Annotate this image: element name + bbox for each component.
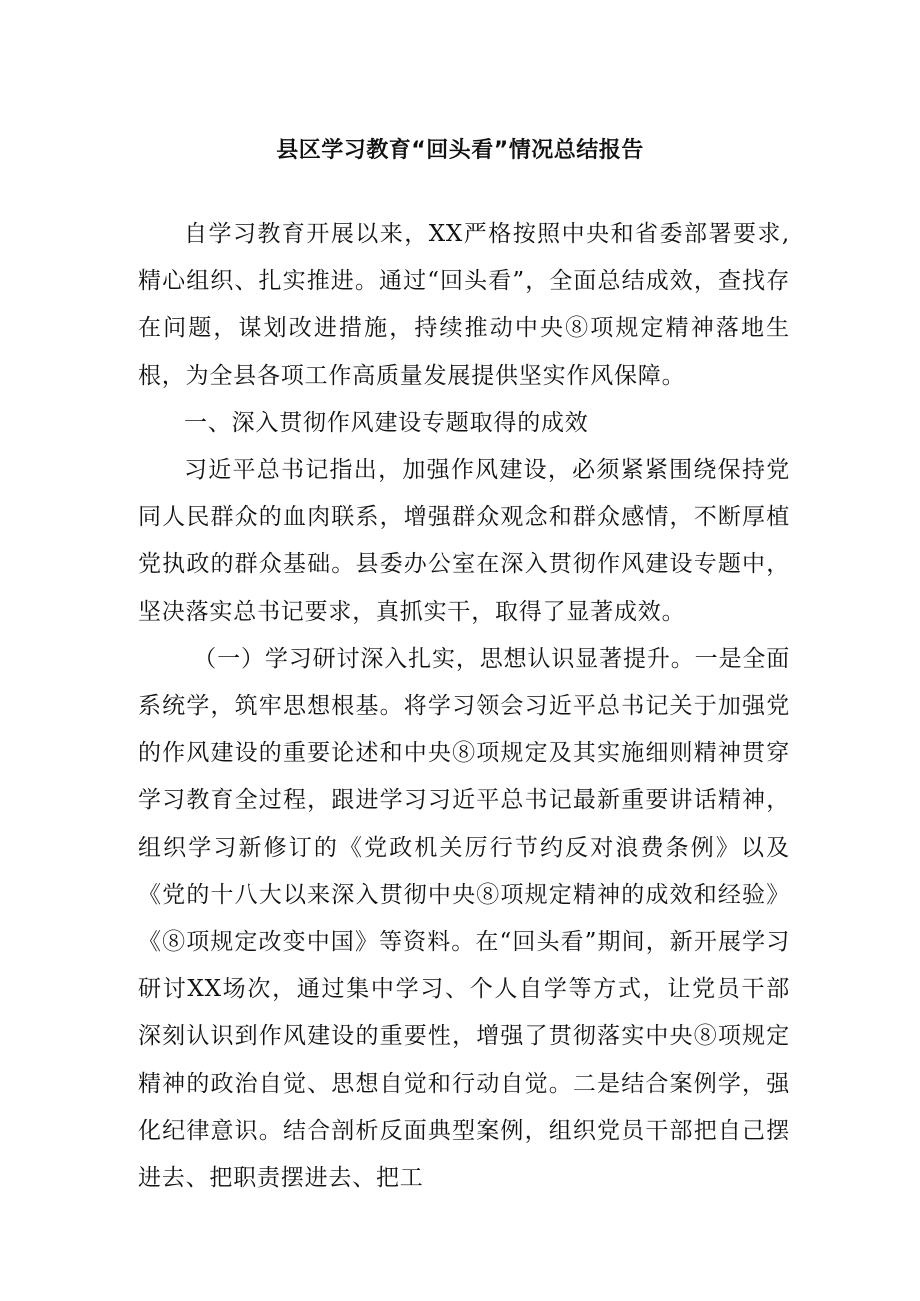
- intro-paragraph: 自学习教育开展以来，XX严格按照中央和省委部署要求,精心组织、扎实推进。通过“回头看”，全面总结成效，查找存在问题，谋划改进措施，持续推动中央⑧项规定精神落地生根，为全县各项工作高质量发展提供坚实作风保障。: [138, 221, 790, 389]
- subsection-paragraph: （一）学习研讨深入扎实，思想认识显著提升。一是全面系统学，筑牢思想根基。将学习领会习近平总书记关于加强党的作风建设的重要论述和中央⑧项规定及其实施细则精神贯穿学习教育全过程，跟进学习习近平总书记最新重要讲话精神，组织学习新修订的《党政机关厉行节约反对浪费条例》以及《党的十八大以来深入贯彻中央⑧项规定精神的成效和经验》《⑧项规定改变中国》等资料。在“回头看”期间，新开展学习研讨XX场次，通过集中学习、个人自学等方式，让党员干部深刻认识到作风建设的重要性，增强了贯彻落实中央⑧项规定精神的政治自觉、思想自觉和行动自觉。二是结合案例学，强化纪律意识。结合剖析反面典型案例，组织党员干部把自己摆进去、把职责摆进去、把工: [138, 645, 790, 1192]
- section-heading: 一、深入贯彻作风建设专题取得的成效: [184, 409, 589, 436]
- document-body: [138, 211, 790, 1202]
- body-paragraph: 习近平总书记指出，加强作风建设，必须紧紧围绕保持党同人民群众的血肉联系，增强群众观念和群众感情，不断厚植党执政的群众基础。县委办公室在深入贯彻作风建设专题中，坚决落实总书记要求，真抓实干，取得了显著成效。: [138, 457, 790, 625]
- document-title: 县区学习教育“回头看”情况总结报告: [276, 138, 644, 163]
